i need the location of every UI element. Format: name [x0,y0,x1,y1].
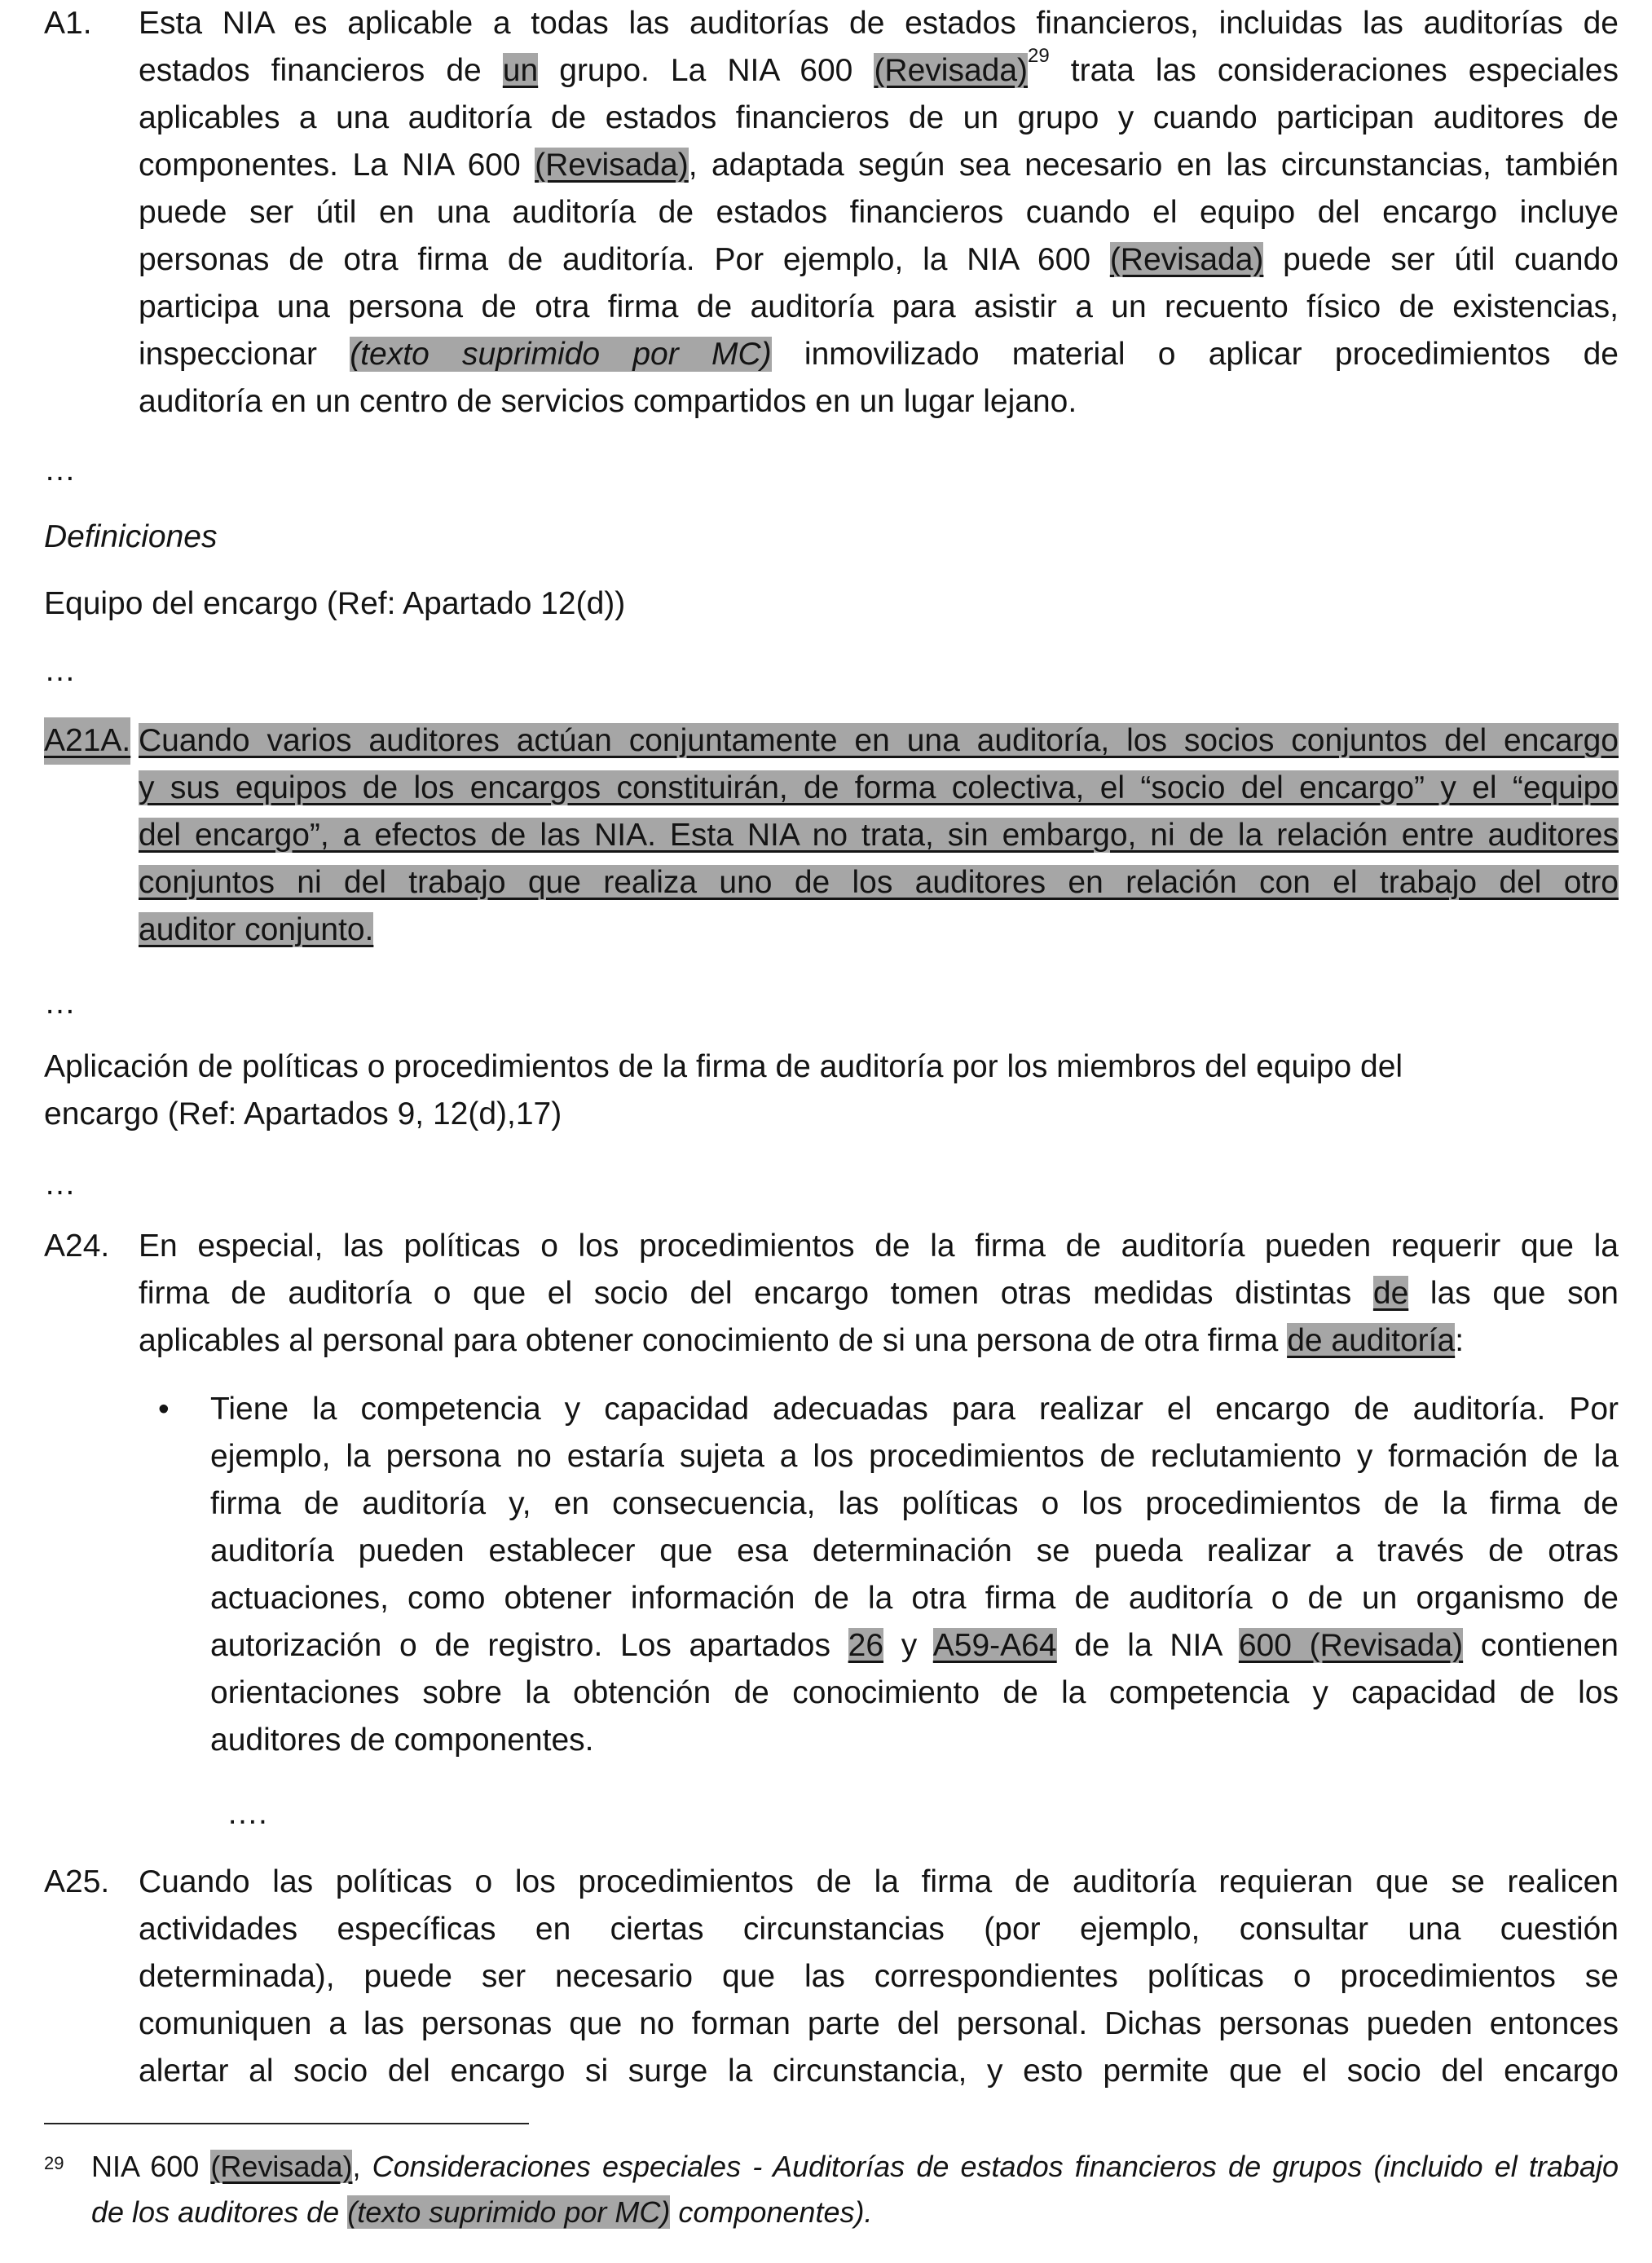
highlighted-text: (Revisada) [535,148,689,183]
footnote-separator [44,2123,529,2124]
highlighted-text: un [502,53,539,88]
paragraph-body [139,0,1619,426]
text-line: Esta NIA es aplicable a todas las auditorías de estados financieros, incluidas las auditorías de [139,6,1619,41]
paragraph-body [139,717,1619,954]
redacted-text: (texto suprimido por MC) [350,337,772,372]
text-line: Tiene la competencia y capacidad adecuadas para realizar el encargo de auditoría. Por [210,1392,1619,1427]
ellipsis: … [44,1167,76,1202]
footnote-number: 29 [44,2153,64,2173]
text-line: estados financieros de un grupo. La NIA 600 (Revisada)$^{29}$ trata las consideraciones especiales [139,45,1619,88]
text-line: NIA 600 (Revisada), Consideraciones especiales - Auditorías de estados financieros de grupos (incluido el trabajo [91,2150,1619,2183]
section-heading-definiciones: Definiciones [44,519,218,554]
ellipsis: … [44,653,76,688]
text-line: orientaciones sobre la obtención de conocimiento de la competencia y capacidad de los [210,1675,1619,1710]
text-line: auditor conjunto. [139,912,374,947]
footnote-body [91,2144,1619,2235]
text-line: puede ser útil en una auditoría de estados financieros cuando el equipo del encargo incluye [139,195,1619,230]
paragraph-number: A24. [44,1229,110,1264]
footnote-reference[interactable]: 29 [1028,45,1050,67]
paragraph-body [139,1859,1619,2095]
text-line: auditoría pueden establecer que esa determinación se pueda realizar a través de otras [210,1533,1619,1568]
text-line: de los auditores de (texto suprimido por MC) componentes). [91,2195,873,2229]
highlighted-text: 26 [848,1628,884,1663]
text-line: determinada), puede ser necesario que las correspondientes políticas o procedimientos se [139,1959,1619,1994]
text-line: componentes. La NIA 600 (Revisada), adaptada según sea necesario en las circunstancias, también [139,148,1619,183]
text-line: conjuntos ni del trabajo que realiza uno de los auditores en relación con el trabajo del otro [139,865,1619,900]
highlighted-text: (Revisada) [1109,242,1264,277]
paragraph-number: A1. [44,6,92,41]
text-line: actividades específicas en ciertas circunstancias (por ejemplo, consultar una cuestión [139,1912,1619,1947]
subheading-aplicacion-politicas: Aplicación de políticas o procedimientos de la firma de auditoría por los miembros del equipo del encargo (Ref: Apartados 9, 12(d),17) [44,1049,1403,1132]
highlighted-text: A59-A64 [932,1628,1057,1663]
highlighted-text: de [1372,1276,1409,1311]
text-line: y sus equipos de los encargos constituirán, de forma colectiva, el “socio del encargo” y el “equipo [139,770,1619,805]
text-line: En especial, las políticas o los procedimientos de la firma de auditoría pueden requerir que la [139,1229,1619,1264]
text-line: Cuando varios auditores actúan conjuntamente en una auditoría, los socios conjuntos del encargo [139,723,1619,758]
paragraph-number: A21A. [44,717,130,765]
text-line: firma de auditoría o que el socio del encargo tomen otras medidas distintas de las que son [139,1276,1619,1311]
text-line: inspeccionar (texto suprimido por MC) inmovilizado material o aplicar procedimientos de [139,337,1619,372]
text-line: personas de otra firma de auditoría. Por ejemplo, la NIA 600 (Revisada) puede ser útil cuando [139,242,1619,277]
text-line: aplicables al personal para obtener conocimiento de si una persona de otra firma de auditoría: [139,1323,1465,1358]
text-line: ejemplo, la persona no estaría sujeta a los procedimientos de reclutamiento y formación de la [210,1439,1619,1474]
text-line: aplicables a una auditoría de estados financieros de un grupo y cuando participan auditores de [139,100,1619,135]
bullet-icon: • [158,1392,170,1427]
bullet-body [210,1386,1619,1764]
highlighted-text: (Revisada) [210,2150,353,2183]
text-line: autorización o de registro. Los apartados 26 y A59-A64 de la NIA 600 (Revisada) contienen [210,1628,1619,1663]
text-line: comuniquen a las personas que no forman parte del personal. Dichas personas pueden entonces [139,2006,1619,2041]
text-line: participa una persona de otra firma de auditoría para asistir a un recuento físico de existencias, [139,289,1619,324]
text-line: auditoría en un centro de servicios compartidos en un lugar lejano. [139,384,1077,419]
highlighted-text: 600 (Revisada) [1238,1628,1464,1663]
ellipsis: …. [227,1796,267,1831]
highlighted-text: (Revisada) [874,53,1029,88]
subheading-equipo-del-encargo: Equipo del encargo (Ref: Apartado 12(d)) [44,586,626,621]
text-line: auditores de componentes. [210,1723,594,1758]
paragraph-number: A25. [44,1864,110,1899]
highlighted-text: de auditoría [1287,1323,1456,1358]
ellipsis: … [44,452,76,487]
text-line: firma de auditoría y, en consecuencia, las políticas o los procedimientos de la firma de [210,1486,1619,1521]
text-line: del encargo”, a efectos de las NIA. Esta NIA no trata, sin embargo, ni de la relación entre auditores [139,818,1619,853]
text-line: actuaciones, como obtener información de la otra firma de auditoría o de un organismo de [210,1581,1619,1616]
paragraph-body [139,1223,1619,1365]
text-line: Cuando las políticas o los procedimientos de la firma de auditoría requieran que se realicen [139,1864,1619,1899]
ellipsis: … [44,986,76,1021]
text-line: alertar al socio del encargo si surge la circunstancia, y esto permite que el socio del encargo [139,2053,1619,2089]
redacted-text: (texto suprimido por MC) [347,2195,671,2229]
